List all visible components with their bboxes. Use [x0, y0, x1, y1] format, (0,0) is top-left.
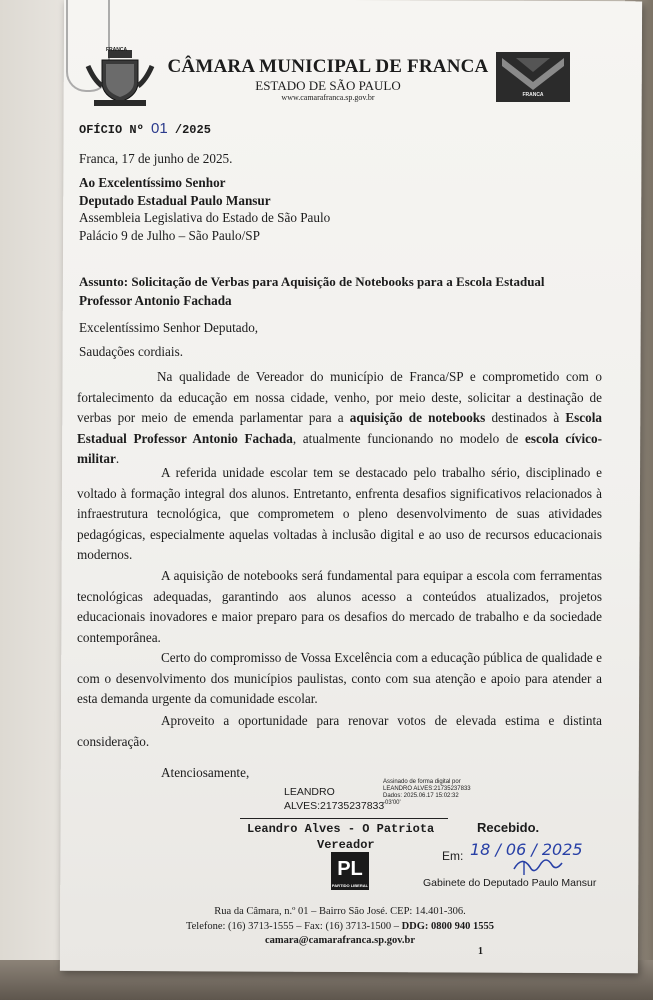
footer-phones: Telefone: (16) 3713-1555 – Fax: (16) 3713-1500 – DDG: 0800 940 1555	[185, 921, 495, 932]
oficio-prefix: OFÍCIO Nº	[79, 123, 144, 137]
oficio-number	[79, 120, 211, 137]
page-number: 1	[478, 946, 483, 957]
recipient-line-4: Palácio 9 de Julho – São Paulo/SP	[79, 228, 260, 243]
date-line: Franca, 17 de junho de 2025.	[79, 151, 233, 166]
received-date-handwritten: 18 / 06 / 2025	[470, 840, 583, 859]
chamber-logo	[496, 52, 570, 102]
party-logo: PL PARTIDO LIBERAL	[331, 852, 369, 890]
chamber-logo-label: FRANCA	[522, 92, 544, 98]
signer-role: Vereador	[317, 838, 375, 852]
body-paragraph-2: A referida unidade escolar tem se destacado pelo trabalho sério, disciplinado e voltado à formação integral dos alunos. Entretanto, enfrenta desafios significativos relacionados à infraestrutura tecnológica, que comprometem o pleno desenvolvimento de suas atividades pedagógicas, especialmente aquelas voltadas à inclusão digital e ao uso de recursos educacionais modernos.	[77, 465, 602, 562]
footer-address: Rua da Câmara, n.º 01 – Bairro São José. CEP: 14.401-306.	[214, 906, 466, 917]
closing: Atenciosamente,	[161, 765, 250, 780]
crest-label: FRANCA	[106, 47, 128, 53]
digital-signature-details: Assinado de forma digital por LEANDRO ALVES:21735237833 Dados: 2025.06.17 15:02:32 -03'00'	[383, 779, 471, 806]
recipient-line-2: Deputado Estadual Paulo Mansur	[79, 193, 271, 208]
salutation: Excelentíssimo Senhor Deputado,	[79, 320, 259, 335]
received-label: Recebido.	[477, 820, 540, 835]
page-title: CÂMARA MUNICIPAL DE FRANCA	[167, 56, 489, 77]
oficio-year: /2025	[174, 123, 211, 137]
body-paragraph-3: A aquisição de notebooks será fundamental para equipar a escola com ferramentas tecnológicas adequadas, garantindo aos alunos acesso a conteúdos atualizados, projetos educacionais inovadores e maior preparo para os desafios do mercado de trabalho e da sociedade contemporânea.	[77, 568, 602, 645]
signer-name: Leandro Alves - O Patriota	[247, 822, 435, 836]
body-paragraph-4: Certo do compromisso de Vossa Excelência com a educação pública de qualidade e com o desenvolvimento dos municípios paulistas, conto com sua atenção e apoio para atender a esta demanda urgente da comunidade escolar.	[77, 650, 602, 706]
signature-line	[240, 818, 448, 819]
body-paragraph-1: Na qualidade de Vereador do município de Franca/SP e comprometido com o fortalecimento da educação em nossa cidade, venho, por meio deste, solicitar a destinação de verbas por meio de emenda parlamentar para a aquisição de notebooks destinados à Escola Estadual Professor Antonio Fachada, atualmente funcionando no modelo de escola cívico-militar.	[77, 369, 603, 466]
oficio-handwritten-number: 01	[151, 120, 168, 137]
body-paragraph-5: Aproveito a oportunidade para renovar votos de elevada estima e distinta consideração.	[77, 713, 602, 749]
received-date-label: Em:	[442, 849, 464, 863]
website-text: www.camarafranca.sp.gov.br	[281, 93, 375, 102]
received-office: Gabinete do Deputado Paulo Mansur	[423, 877, 597, 889]
recipient-line-1: Ao Excelentíssimo Senhor	[79, 175, 226, 190]
recipient-line-3: Assembleia Legislativa do Estado de São Paulo	[79, 210, 331, 225]
handwritten-initials	[510, 855, 566, 879]
state-subtitle: ESTADO DE SÃO PAULO	[255, 78, 401, 93]
subject-line-1: Assunto: Solicitação de Verbas para Aquisição de Notebooks para a Escola Estadual	[79, 274, 545, 289]
digital-signature-name: LEANDRO ALVES:21735237833	[284, 786, 385, 812]
city-crest-logo	[84, 48, 156, 110]
subject-line-2: Professor Antonio Fachada	[79, 293, 232, 308]
greeting: Saudações cordiais.	[79, 344, 183, 359]
footer-email: camara@camarafranca.sp.gov.br	[264, 935, 416, 946]
